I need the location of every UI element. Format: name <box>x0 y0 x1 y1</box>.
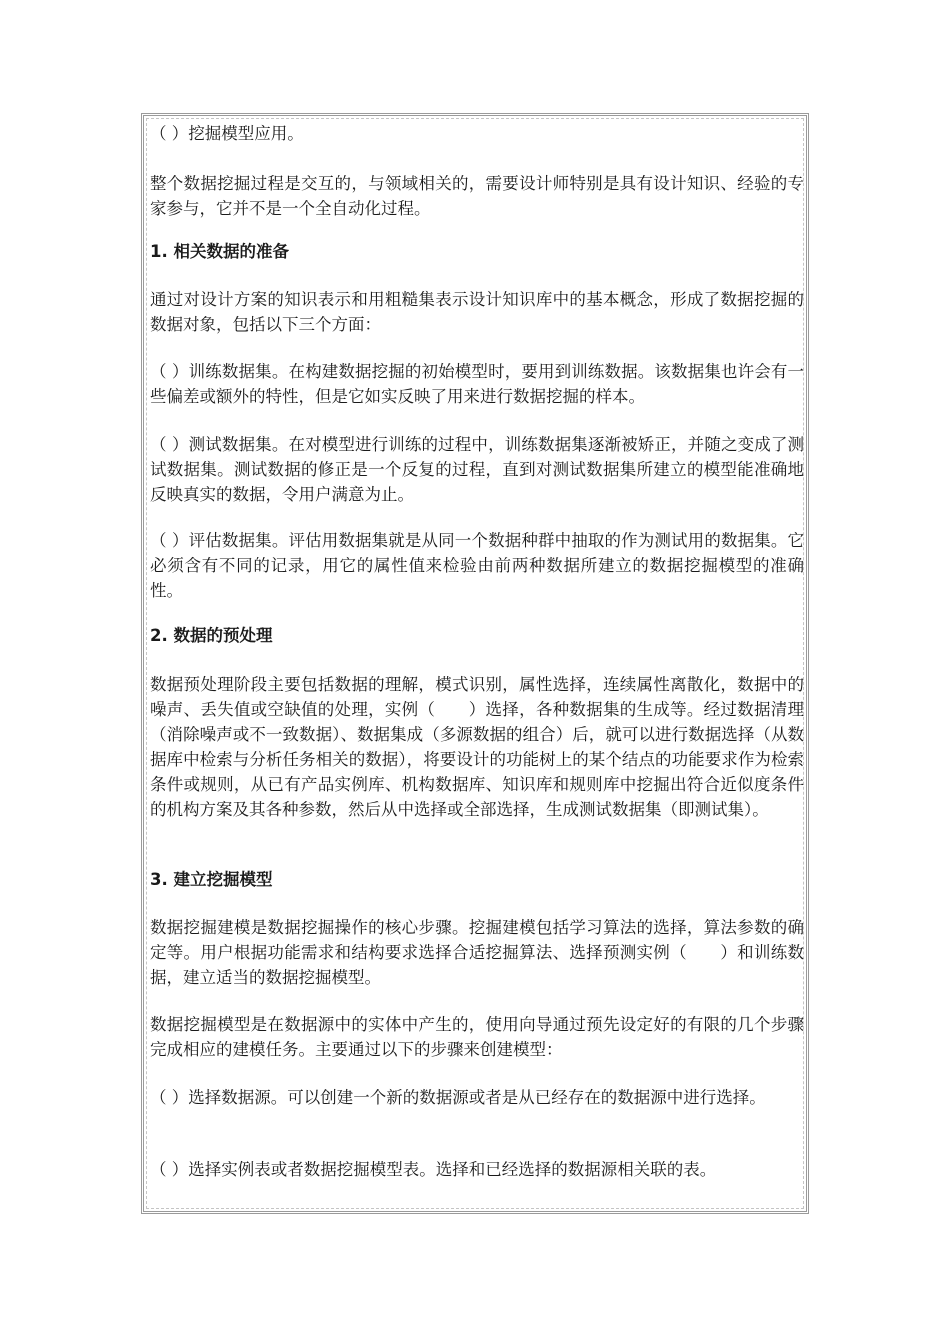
paragraph-evaluation-set: （ ）评估数据集。评估用数据集就是从同一个数据种群中抽取的作为测试用的数据集。它必须含有不同的记录，用它的属性值来检验由前两种数据所建立的数据挖掘模型的准确性。 <box>150 531 804 600</box>
section-heading-2 <box>150 623 804 648</box>
paragraph-data-objects: 通过对设计方案的知识表示和用粗糙集表示设计知识库中的基本概念，形成了数据挖掘的数据对象，包括以下三个方面： <box>150 290 804 334</box>
section-title: . 相关数据的准备 <box>161 242 289 261</box>
paragraph-model-application: （ ）挖掘模型应用。 <box>150 124 304 143</box>
paragraph-preprocessing: 数据预处理阶段主要包括数据的理解，模式识别，属性选择，连续属性离散化，数据中的噪声、丢失值或空缺值的处理，实例（ ）选择，各种数据集的生成等。经过数据清理（消除噪声或不一致数据）、数据集成（多源数据的组合）后，就可以进行数据选择（从数据库中检索与分析任务相关的数据），将要设计的功能树上的某个结点的功能要求作为检索条件或规则，从已有产品实例库、机构数据库、知识库和规则库中挖掘出符合近似度条件的机构方案及其各种参数，然后从中选择或全部选择，生成测试数据集（即测试集）。 <box>150 675 804 819</box>
section-title: . 数据的预处理 <box>161 626 273 645</box>
section-number: 1 <box>150 242 162 261</box>
paragraph-training-set: （ ）训练数据集。在构建数据挖掘的初始模型时，要用到训练数据。该数据集也许会有一些偏差或额外的特性，但是它如实反映了用来进行数据挖掘的样本。 <box>150 362 804 406</box>
paragraph-select-data-source: （ ）选择数据源。可以创建一个新的数据源或者是从已经存在的数据源中进行选择。 <box>150 1088 766 1107</box>
paragraph-interactive-process: 整个数据挖掘过程是交互的，与领域相关的，需要设计师特别是具有设计知识、经验的专家参与，它并不是一个全自动化过程。 <box>150 174 804 218</box>
section-heading-3 <box>150 867 804 892</box>
section-number: 3 <box>150 870 162 889</box>
section-number: 2 <box>150 626 162 645</box>
paragraph-modeling: 数据挖掘建模是数据挖掘操作的核心步骤。挖掘建模包括学习算法的选择，算法参数的确定等。用户根据功能需求和结构要求选择合适挖掘算法、选择预测实例（ ）和训练数据，建立适当的数据挖掘模型。 <box>150 918 804 987</box>
paragraph-test-set: （ ）测试数据集。在对模型进行训练的过程中，训练数据集逐渐被矫正，并随之变成了测试数据集。测试数据的修正是一个反复的过程，直到对测试数据集所建立的模型能准确地反映真实的数据，令用户满意为止。 <box>150 435 804 504</box>
section-heading-1 <box>150 239 804 264</box>
paragraph-model-creation: 数据挖掘模型是在数据源中的实体中产生的，使用向导通过预先设定好的有限的几个步骤完成相应的建模任务。主要通过以下的步骤来创建模型： <box>150 1015 804 1059</box>
paragraph-select-table: （ ）选择实例表或者数据挖掘模型表。选择和已经选择的数据源相关联的表。 <box>150 1160 717 1179</box>
section-title: . 建立挖掘模型 <box>161 870 273 889</box>
